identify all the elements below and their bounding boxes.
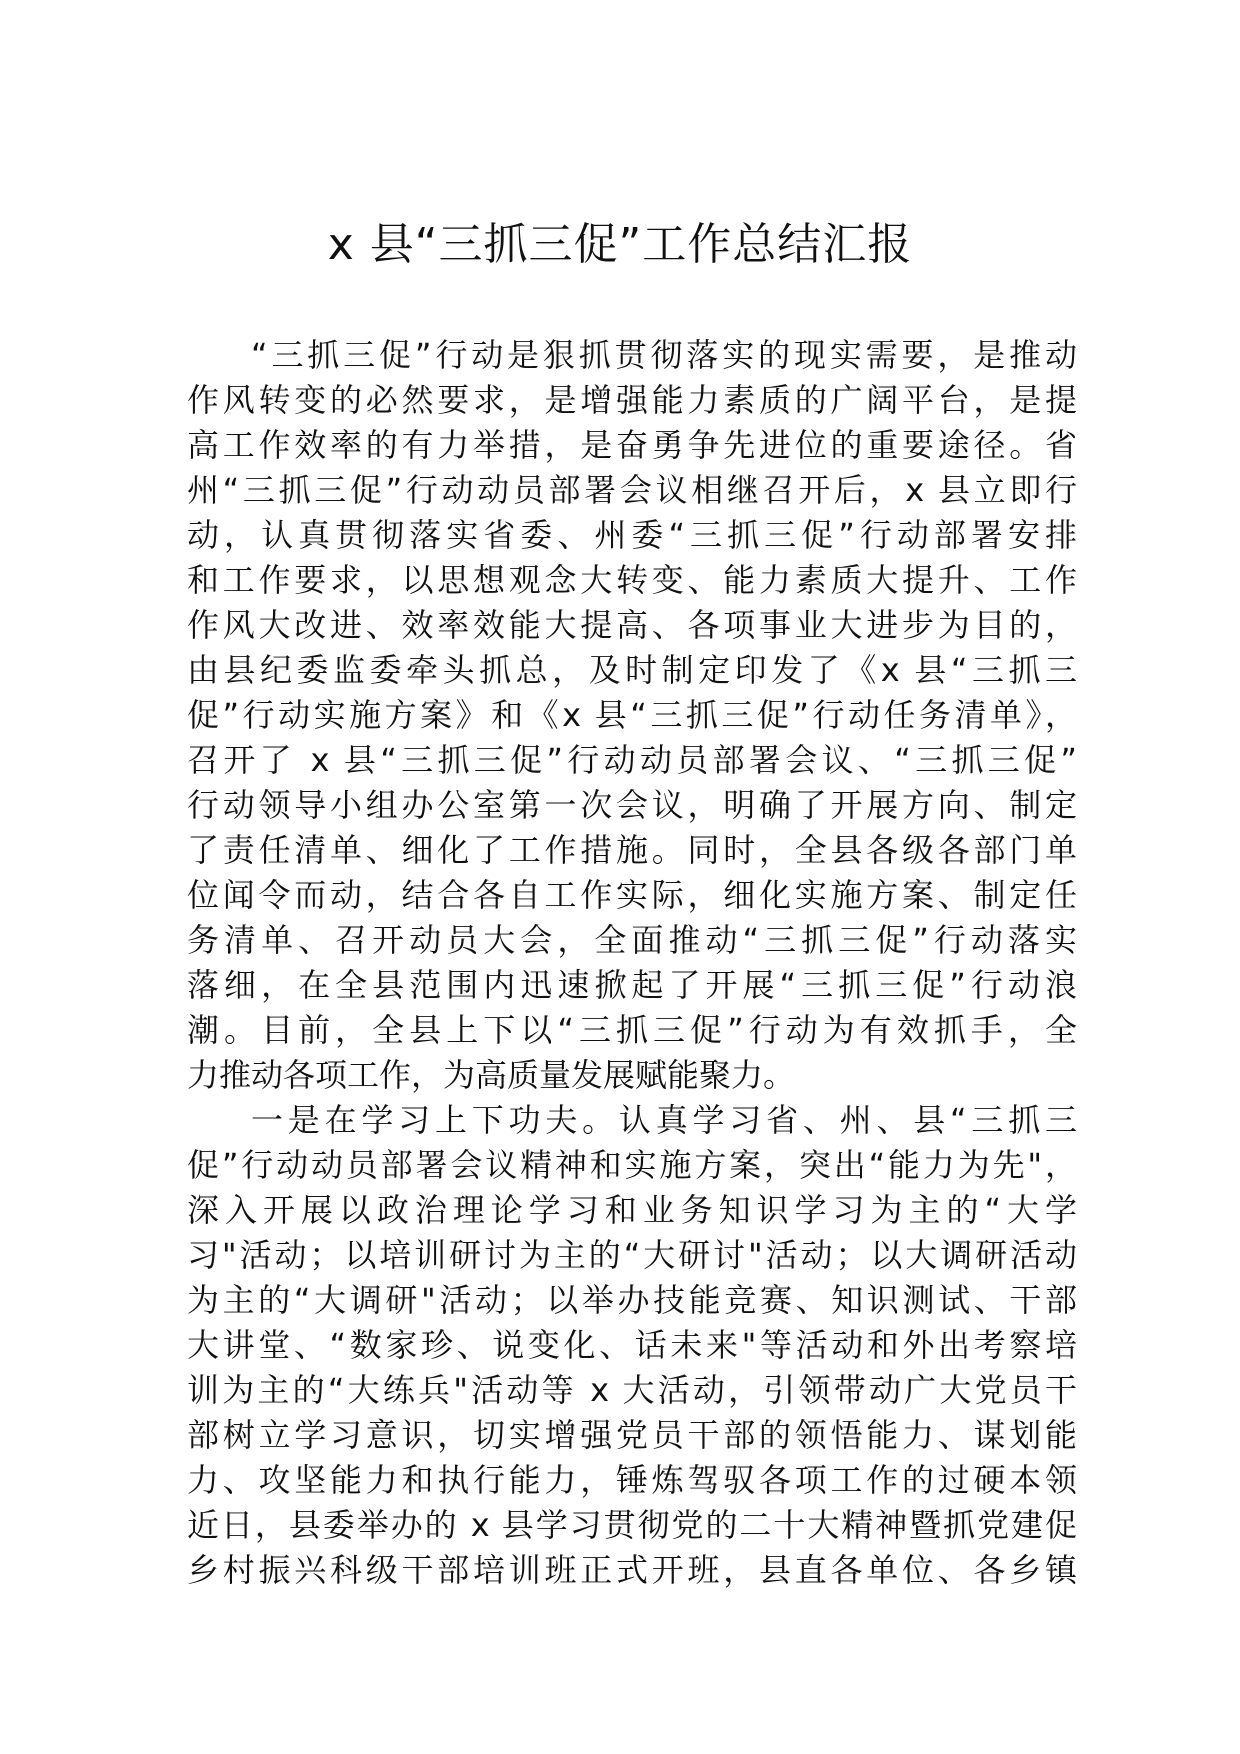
paragraph-1-line: 动，认真贯彻落实省委、州委“三抓三促”行动部署安排 xyxy=(187,516,1077,554)
paragraph-1-line: 了责任清单、细化了工作措施。同时，全县各级各部门单 xyxy=(187,831,1077,869)
paragraph-1-line: 落细，在全县范围内迅速掀起了开展“三抓三促”行动浪 xyxy=(187,966,1077,1004)
paragraph-1-line: “三抓三促”行动是狠抓贯彻落实的现实需要，是推动 xyxy=(251,336,1077,374)
paragraph-1-line: 高工作效率的有力举措，是奋勇争先进位的重要途径。省 xyxy=(187,426,1077,464)
paragraph-1-line: 促”行动实施方案》和《x 县“三抓三促”行动任务清单》， xyxy=(187,696,1077,734)
paragraph-2-line: 深入开展以政治理论学习和业务知识学习为主的“大学 xyxy=(187,1191,1077,1229)
paragraph-2-line: 力、攻坚能力和执行能力，锤炼驾驭各项工作的过硬本领 xyxy=(187,1461,1077,1499)
paragraph-1-line: 潮。目前，全县上下以“三抓三促”行动为有效抓手，全 xyxy=(187,1011,1077,1049)
paragraph-1-line: 作风转变的必然要求，是增强能力素质的广阔平台，是提 xyxy=(187,381,1077,419)
document-title: x 县“三抓三促”工作总结汇报 xyxy=(327,219,913,270)
paragraph-2-line: 部树立学习意识，切实增强党员干部的领悟能力、谋划能 xyxy=(187,1416,1077,1454)
paragraph-1-line: 行动领导小组办公室第一次会议，明确了开展方向、制定 xyxy=(187,786,1077,824)
paragraph-2-line: 习"活动；以培训研讨为主的“大研讨"活动；以大调研活动 xyxy=(187,1236,1077,1274)
paragraph-1-line: 务清单、召开动员大会，全面推动“三抓三促”行动落实 xyxy=(187,921,1077,959)
paragraph-1-line: 和工作要求，以思想观念大转变、能力素质大提升、工作 xyxy=(187,561,1077,599)
paragraph-2-line: 乡村振兴科级干部培训班正式开班，县直各单位、各乡镇 xyxy=(187,1551,1077,1589)
paragraph-1-line: 由县纪委监委牵头抓总，及时制定印发了《x 县“三抓三 xyxy=(187,651,1077,689)
paragraph-1-line: 作风大改进、效率效能大提高、各项事业大进步为目的， xyxy=(187,606,1077,644)
paragraph-1-line: 州“三抓三促”行动动员部署会议相继召开后，x 县立即行 xyxy=(187,471,1077,509)
paragraph-2-line: 训为主的“大练兵"活动等 x 大活动，引领带动广大党员干 xyxy=(187,1371,1077,1409)
paragraph-1-line: 力推动各项工作，为高质量发展赋能聚力。 xyxy=(187,1056,796,1094)
paragraph-2-line: 为主的“大调研"活动；以举办技能竞赛、知识测试、干部 xyxy=(187,1281,1077,1319)
paragraph-1-line: 位闻令而动，结合各自工作实际，细化实施方案、制定任 xyxy=(187,876,1077,914)
paragraph-2-line: 大讲堂、“数家珍、说变化、话未来"等活动和外出考察培 xyxy=(187,1326,1077,1364)
paragraph-2-line: 一是在学习上下功夫。认真学习省、州、县“三抓三 xyxy=(251,1101,1077,1139)
paragraph-1-line: 召开了 x 县“三抓三促”行动动员部署会议、“三抓三促” xyxy=(187,741,1077,779)
paragraph-2-line: 近日，县委举办的 x 县学习贯彻党的二十大精神暨抓党建促 xyxy=(187,1506,1077,1544)
document-body xyxy=(187,333,1077,1593)
paragraph-2-line: 促”行动动员部署会议精神和实施方案，突出“能力为先"， xyxy=(187,1146,1077,1184)
